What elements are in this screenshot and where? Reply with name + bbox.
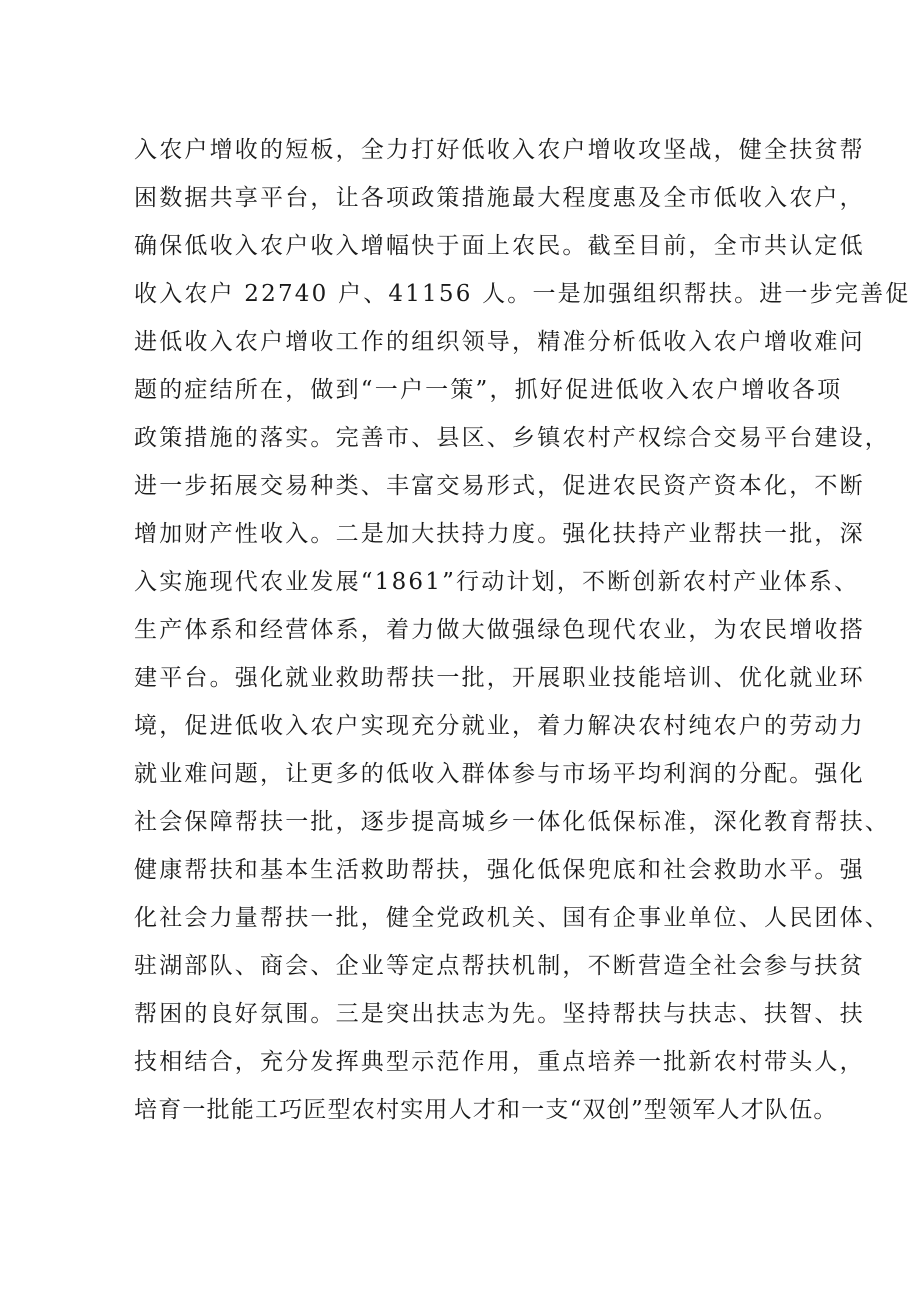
text-line-8: 进一步拓展交易种类、丰富交易形式，促进农民资产资本化，不断 [134,473,865,499]
text-line-11: 生产体系和经营体系，着力做大做强绿色现代农业，为农民增收搭 [134,617,865,643]
text-line-4: 收入农户 22740 户、41156 人。一是加强组织帮扶。进一步完善促 [134,281,911,307]
text-line-16: 健康帮扶和基本生活救助帮扶，强化低保兜底和社会救助水平。强 [134,857,865,883]
text-line-20: 技相结合，充分发挥典型示范作用，重点培养一批新农村带头人， [134,1049,865,1075]
text-line-12: 建平台。强化就业救助帮扶一批，开展职业技能培训、优化就业环 [134,665,865,691]
text-line-5: 进低收入农户增收工作的组织领导，精准分析低收入农户增收难问 [134,329,865,355]
text-line-9: 增加财产性收入。二是加大扶持力度。强化扶持产业帮扶一批，深 [134,521,865,547]
body-paragraph [134,126,911,1134]
text-line-17: 化社会力量帮扶一批，健全党政机关、国有企事业单位、人民团体、 [134,905,890,931]
text-line-6: 题的症结所在，做到“一户一策”，抓好促进低收入农户增收各项 [134,377,843,403]
text-line-2: 困数据共享平台，让各项政策措施最大程度惠及全市低收入农户， [134,185,865,211]
text-line-10: 入实施现代农业发展“1861”行动计划，不断创新农村产业体系、 [134,569,860,595]
text-line-19: 帮困的良好氛围。三是突出扶志为先。坚持帮扶与扶志、扶智、扶 [134,1001,865,1027]
text-line-1: 入农户增收的短板，全力打好低收入农户增收攻坚战，健全扶贫帮 [134,137,865,163]
text-line-3: 确保低收入农户收入增幅快于面上农民。截至目前，全市共认定低 [134,233,865,259]
text-line-15: 社会保障帮扶一批，逐步提高城乡一体化低保标准，深化教育帮扶、 [134,809,890,835]
text-line-13: 境，促进低收入农户实现充分就业，着力解决农村纯农户的劳动力 [134,713,865,739]
text-line-14: 就业难问题，让更多的低收入群体参与市场平均利润的分配。强化 [134,761,865,787]
text-line-18: 驻湖部队、商会、企业等定点帮扶机制，不断营造全社会参与扶贫 [134,953,865,979]
text-line-7: 政策措施的落实。完善市、县区、乡镇农村产权综合交易平台建设， [134,425,890,451]
text-line-21: 培育一批能工巧匠型农村实用人才和一支“双创”型领军人才队伍。 [134,1097,838,1123]
